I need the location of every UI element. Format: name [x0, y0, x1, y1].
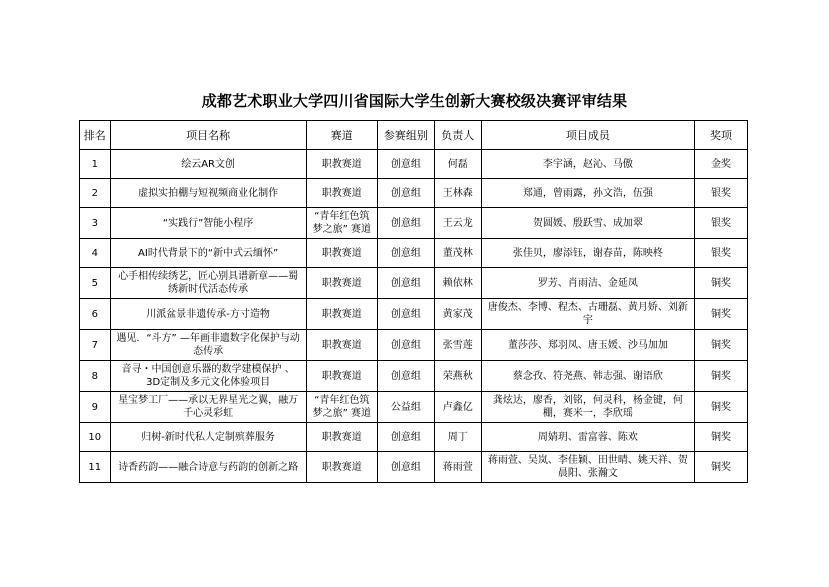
cell-members: 郑通，曾雨露，孙文浩，伍强 [481, 179, 695, 208]
cell-track: “青年红色筑梦之旅” 赛道 [306, 392, 377, 423]
cell-project: 诗香药韵——融合诗意与药韵的创新之路 [110, 452, 306, 483]
cell-rank: 7 [80, 330, 111, 361]
table-row [80, 150, 748, 179]
cell-rank: 6 [80, 299, 111, 330]
cell-award: 铜奖 [695, 361, 748, 392]
cell-award: 金奖 [695, 150, 748, 179]
table-row [80, 330, 748, 361]
cell-members: 蔡念孜、符尧燕、韩志强、谢语欣 [481, 361, 695, 392]
cell-project: “实践行”智能小程序 [110, 208, 306, 239]
table-row [80, 361, 748, 392]
cell-track: 职教赛道 [306, 239, 377, 268]
table-row [80, 299, 748, 330]
cell-award: 银奖 [695, 179, 748, 208]
cell-project: 绘云AR文创 [110, 150, 306, 179]
cell-members: 张佳贝，廖添钰，谢春苗，陈映柊 [481, 239, 695, 268]
cell-group: 创意组 [377, 299, 434, 330]
cell-group: 创意组 [377, 361, 434, 392]
cell-rank: 3 [80, 208, 111, 239]
cell-project: 遇见．“斗方” —年画非遗数字化保护与动态传承 [110, 330, 306, 361]
cell-project: AI时代背景下的“新中式云缅怀” [110, 239, 306, 268]
cell-track: 职教赛道 [306, 150, 377, 179]
cell-award: 铜奖 [695, 423, 748, 452]
cell-project: 川派盆景非遗传承-方寸造物 [110, 299, 306, 330]
cell-project: 归树-新时代私人定制殡葬服务 [110, 423, 306, 452]
cell-track: “青年红色筑梦之旅” 赛道 [306, 208, 377, 239]
cell-leader: 董茂林 [434, 239, 481, 268]
cell-leader: 周丁 [434, 423, 481, 452]
cell-members: 周婧玥、雷富蓉、陈欢 [481, 423, 695, 452]
table-row [80, 239, 748, 268]
header-award: 奖项 [695, 121, 748, 150]
cell-project: 心手相传续绣艺，匠心别具谱新章——蜀绣新时代活态传承 [110, 268, 306, 299]
cell-project: 音寻・中国创意乐器的数学建模保护 、 3D定制及多元文化体验项目 [110, 361, 306, 392]
cell-track: 职教赛道 [306, 330, 377, 361]
cell-rank: 2 [80, 179, 111, 208]
header-members: 项目成员 [481, 121, 695, 150]
cell-track: 职教赛道 [306, 423, 377, 452]
cell-leader: 蒋雨萱 [434, 452, 481, 483]
header-group: 参赛组别 [377, 121, 434, 150]
cell-award: 银奖 [695, 239, 748, 268]
cell-award: 铜奖 [695, 392, 748, 423]
cell-group: 创意组 [377, 268, 434, 299]
header-track: 赛道 [306, 121, 377, 150]
cell-rank: 9 [80, 392, 111, 423]
cell-project: 星宝梦工厂——承以无界星光之翼，融万千心灵彩虹 [110, 392, 306, 423]
cell-rank: 5 [80, 268, 111, 299]
table-row [80, 423, 748, 452]
cell-group: 创意组 [377, 150, 434, 179]
table-row [80, 452, 748, 483]
cell-leader: 卢鑫亿 [434, 392, 481, 423]
cell-group: 创意组 [377, 452, 434, 483]
cell-award: 银奖 [695, 208, 748, 239]
cell-rank: 8 [80, 361, 111, 392]
table-row [80, 268, 748, 299]
cell-project: 虚拟实拍棚与短视频商业化制作 [110, 179, 306, 208]
cell-members: 唐俊杰、李博、程杰、古珊磊、黄月娇、刘新宇 [481, 299, 695, 330]
cell-group: 创意组 [377, 423, 434, 452]
table-row [80, 392, 748, 423]
header-project: 项目名称 [110, 121, 306, 150]
cell-members: 李宇涵，赵沁、马傲 [481, 150, 695, 179]
cell-rank: 10 [80, 423, 111, 452]
cell-leader: 张雪莲 [434, 330, 481, 361]
cell-track: 职教赛道 [306, 268, 377, 299]
cell-members: 龚炫达，廖香，刘铭，何灵科，杨金键，何棚，赛米一，李欣瑶 [481, 392, 695, 423]
cell-rank: 4 [80, 239, 111, 268]
cell-members: 蒋雨萱、吴岚、李佳颖、田世晴、姚天祥、贺晨阳、张瀚文 [481, 452, 695, 483]
cell-leader: 荣燕秋 [434, 361, 481, 392]
cell-award: 铜奖 [695, 299, 748, 330]
cell-group: 创意组 [377, 330, 434, 361]
cell-track: 职教赛道 [306, 179, 377, 208]
cell-rank: 11 [80, 452, 111, 483]
header-rank: 排名 [80, 121, 111, 150]
header-leader: 负责人 [434, 121, 481, 150]
cell-group: 创意组 [377, 208, 434, 239]
header-row [80, 121, 748, 150]
cell-leader: 何磊 [434, 150, 481, 179]
table-row [80, 179, 748, 208]
cell-track: 职教赛道 [306, 361, 377, 392]
cell-track: 职教赛道 [306, 452, 377, 483]
cell-track: 职教赛道 [306, 299, 377, 330]
cell-members: 董莎莎、郑羽凤、唐玉媛、沙马加加 [481, 330, 695, 361]
cell-members: 贺圆媛、殷跃雪、成加翠 [481, 208, 695, 239]
cell-group: 创意组 [377, 179, 434, 208]
table-row [80, 208, 748, 239]
cell-award: 铜奖 [695, 452, 748, 483]
cell-members: 罗芳、肖雨洁、金延凤 [481, 268, 695, 299]
results-table [79, 120, 748, 483]
cell-group: 公益组 [377, 392, 434, 423]
cell-leader: 王林森 [434, 179, 481, 208]
document-title: 成都艺术职业大学四川省国际大学生创新大赛校级决赛评审结果 [201, 92, 628, 110]
cell-group: 创意组 [377, 239, 434, 268]
cell-award: 铜奖 [695, 268, 748, 299]
cell-award: 铜奖 [695, 330, 748, 361]
cell-leader: 赖依林 [434, 268, 481, 299]
cell-leader: 黄家茂 [434, 299, 481, 330]
cell-leader: 王云龙 [434, 208, 481, 239]
cell-rank: 1 [80, 150, 111, 179]
